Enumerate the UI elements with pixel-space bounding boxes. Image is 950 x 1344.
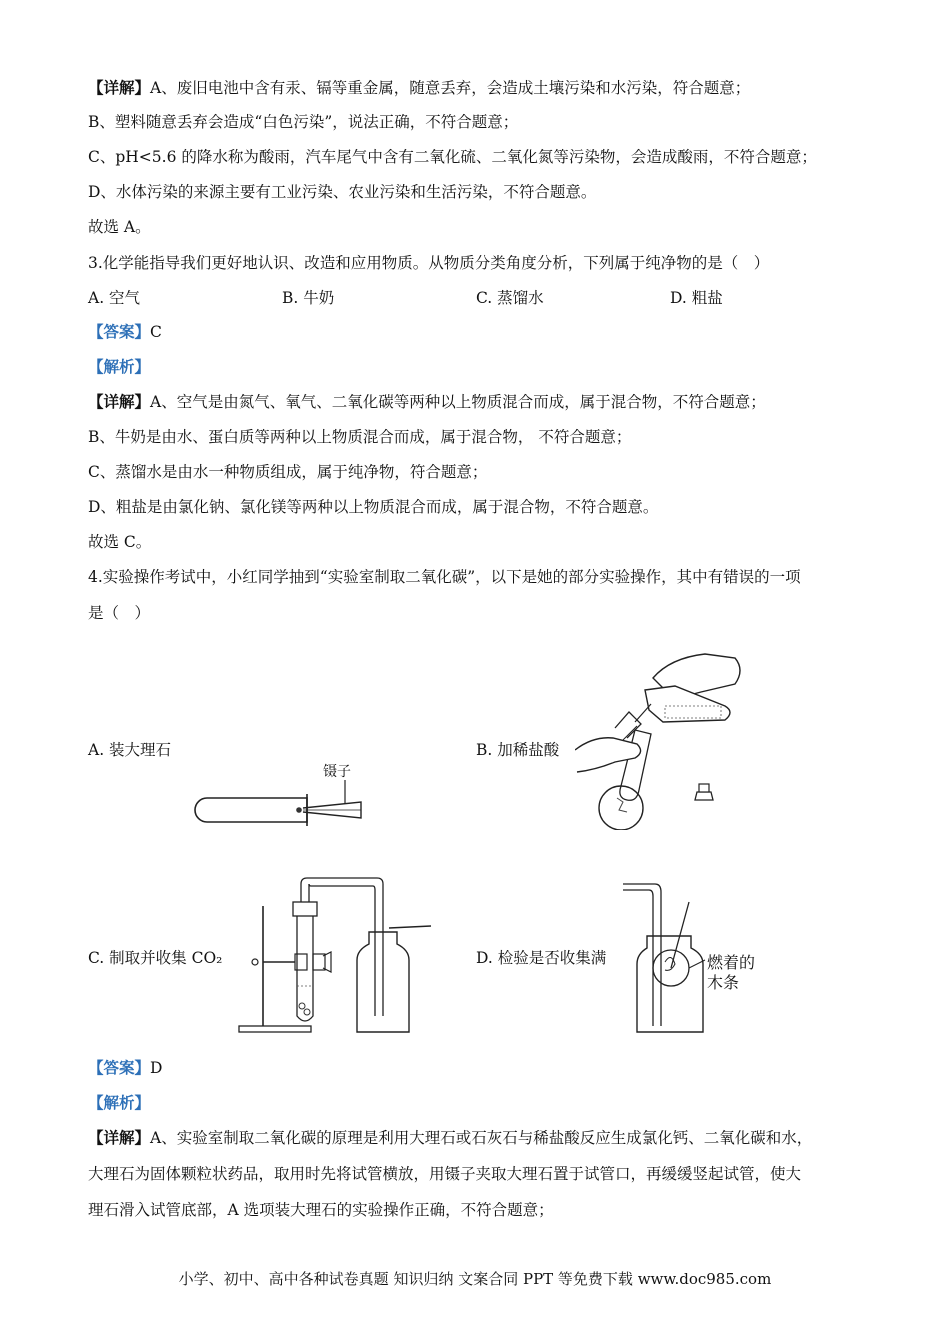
figure-b-pouring-acid <box>575 640 755 830</box>
q4-option-a: A. 装大理石 <box>88 741 172 759</box>
q3-detail-d: D、粗盐是由氯化钠、氯化镁等两种以上物质混合而成，属于混合物，不符合题意。 <box>88 498 659 516</box>
figure-a-tube-with-tweezers <box>185 758 375 830</box>
q2-conclusion: 故选 A。 <box>88 218 151 236</box>
q4-answer: 【答案】D <box>88 1058 163 1077</box>
q3-analysis-heading: 【解析】 <box>88 357 151 376</box>
q3-option-a: A. 空气 <box>88 289 141 307</box>
figure-c-apparatus <box>235 876 440 1036</box>
q3-detail-b: B、牛奶是由水、蛋白质等两种以上物质混合而成，属于混合物， 不符合题意； <box>88 428 632 446</box>
figure-a-label: 镊子 <box>323 764 351 780</box>
q3-answer: 【答案】C <box>88 322 162 341</box>
q4-detail-a-line2: 大理石为固体颗粒状药品，取用时先将试管横放，用镊子夹取大理石置于试管口，再缓缓竖起试管，使大 <box>88 1165 802 1183</box>
figure-d-label-1: 燃着的 <box>707 953 756 972</box>
q4-option-d: D. 检验是否收集满 <box>476 949 607 967</box>
q4-detail-a-line3: 理石滑入试管底部，A 选项装大理石的实验操作正确，不符合题意； <box>88 1201 554 1219</box>
q2-detail-d: D、水体污染的来源主要有工业污染、农业污染和生活污染，不符合题意。 <box>88 183 597 201</box>
q4-option-b: B. 加稀盐酸 <box>476 741 560 759</box>
q3-option-c: C. 蒸馏水 <box>476 289 544 307</box>
q3-conclusion: 故选 C。 <box>88 533 152 551</box>
q3-option-b: B. 牛奶 <box>282 289 335 307</box>
figure-d-check-full <box>615 882 790 1034</box>
q3-detail-a: 【详解】A、空气是由氮气、氧气、二氧化碳等两种以上物质混合而成，属于混合物，不符合题意； <box>88 392 766 411</box>
q4-analysis-heading: 【解析】 <box>88 1093 151 1112</box>
q3-option-d: D. 粗盐 <box>670 289 723 307</box>
q2-detail-c: C、pH<5.6 的降水称为酸雨，汽车尾气中含有二氧化硫、二氧化氮等污染物，会造成酸雨，不符合题意； <box>88 148 817 166</box>
q4-detail-a-line1: 【详解】A、实验室制取二氧化碳的原理是利用大理石或石灰石与稀盐酸反应生成氯化钙、二氧化碳和水， <box>88 1128 813 1147</box>
q4-stem-line1: 4.实验操作考试中，小红同学抽到“实验室制取二氧化碳”，以下是她的部分实验操作，其中有错误的一项 <box>88 568 801 586</box>
figure-d-label-2: 木条 <box>707 973 740 992</box>
page-footer: 小学、初中、高中各种试卷真题 知识归纳 文案合同 PPT 等免费下载 www.doc985.com <box>178 1270 772 1288</box>
q3-stem: 3.化学能指导我们更好地认识、改造和应用物质。从物质分类角度分析，下列属于纯净物的是（ ） <box>88 254 770 272</box>
q2-detail-a: 【详解】A、废旧电池中含有汞、镉等重金属，随意丢弃，会造成土壤污染和水污染，符合题意； <box>88 78 751 97</box>
q4-stem-line2: 是（ ） <box>88 604 151 622</box>
q2-detail-b: B、塑料随意丢弃会造成“白色污染”，说法正确，不符合题意； <box>88 113 519 131</box>
q4-option-c: C. 制取并收集 CO₂ <box>88 949 223 967</box>
q3-detail-c: C、蒸馏水是由水一种物质组成，属于纯净物，符合题意； <box>88 463 488 481</box>
